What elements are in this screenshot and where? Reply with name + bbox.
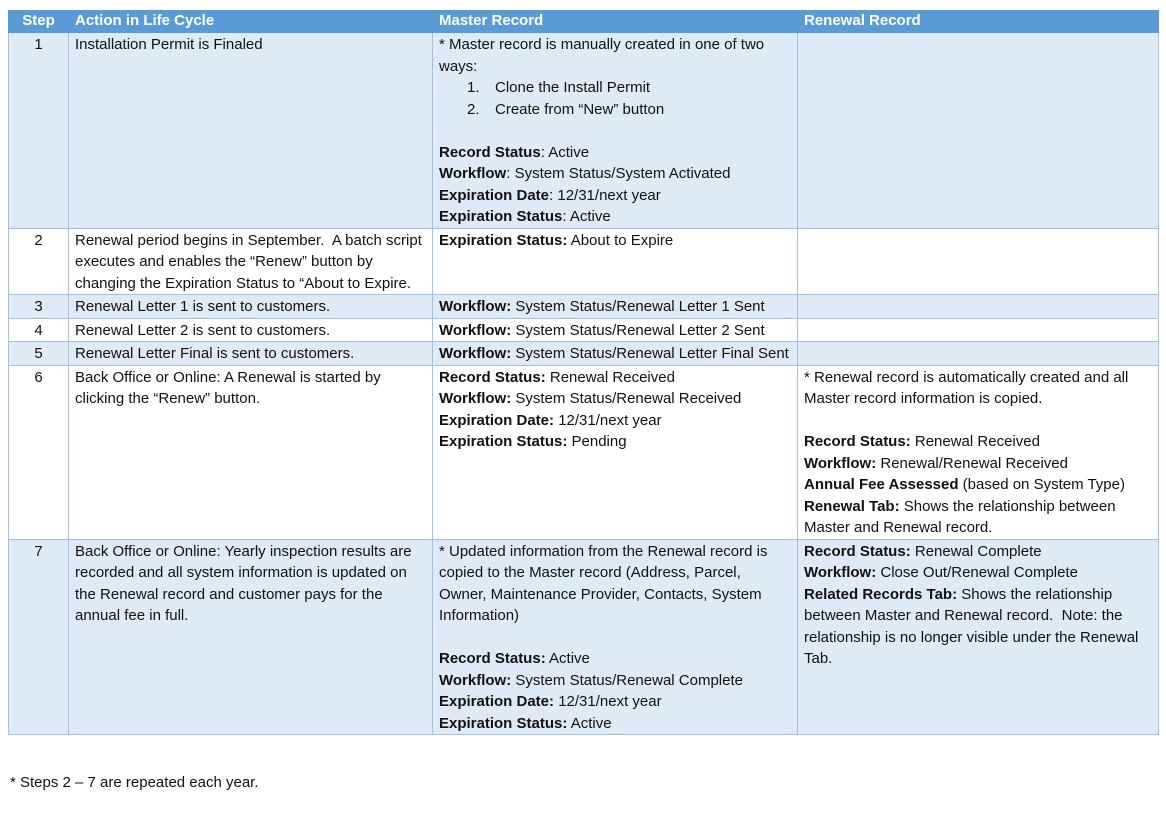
- field-label: Record Status:: [439, 368, 546, 386]
- step-cell: 4: [9, 318, 69, 342]
- text-run: Back Office or Online: Yearly inspection results are recorded and all system information is updated on the Renewal record and customer pays for the annual fee in full.: [75, 542, 416, 624]
- lifecycle-table: [8, 10, 1159, 735]
- text-run: : Active: [540, 143, 590, 161]
- text-run: Renewal Letter 1 is sent to customers.: [75, 298, 331, 315]
- master-cell: [433, 318, 798, 342]
- text-run: Renewal Received: [545, 368, 675, 386]
- action-cell: [69, 318, 433, 342]
- action-paragraph: [75, 34, 426, 56]
- master-paragraph: [439, 627, 791, 649]
- master-paragraph: [439, 230, 791, 252]
- text-run: 12/31/next year: [554, 411, 662, 429]
- renewal-paragraph: [804, 562, 1152, 584]
- master-paragraph: [439, 691, 791, 713]
- action-paragraph: [75, 296, 426, 318]
- master-paragraph: [439, 670, 791, 692]
- action-cell: [69, 228, 433, 295]
- text-run: Shows the relationship between Master and Renewal record.: [804, 497, 1120, 536]
- renewal-paragraph: [804, 496, 1152, 539]
- action-paragraph: [75, 541, 426, 627]
- master-paragraph: [439, 34, 791, 77]
- field-label: Related Records Tab:: [804, 585, 958, 603]
- field-label: Expiration Status:: [439, 231, 568, 249]
- renewal-cell: [798, 342, 1159, 366]
- renewal-cell: [798, 228, 1159, 295]
- renewal-paragraph: [804, 410, 1152, 432]
- text-run: System Status/Renewal Letter 1 Sent: [511, 298, 765, 315]
- action-paragraph: [75, 230, 426, 295]
- field-label: Workflow:: [439, 321, 512, 339]
- master-paragraph: [439, 431, 791, 453]
- column-header-renewal: Renewal Record: [798, 11, 1159, 33]
- footnote-text: * Steps 2 – 7 are repeated each year.: [10, 774, 259, 791]
- renewal-cell: [798, 539, 1159, 735]
- master-paragraph: [439, 367, 791, 389]
- action-paragraph: [75, 367, 426, 410]
- master-paragraph: [439, 296, 791, 318]
- renewal-cell: [798, 295, 1159, 319]
- master-cell: [433, 342, 798, 366]
- renewal-cell: [798, 318, 1159, 342]
- field-label: Workflow:: [439, 671, 512, 689]
- field-label: Renewal Tab:: [804, 497, 900, 515]
- field-label: Expiration Date:: [439, 411, 555, 429]
- action-paragraph: [75, 343, 426, 365]
- text-run: Clone the Install Permit: [495, 79, 651, 96]
- renewal-paragraph: [804, 367, 1152, 410]
- table-row-step-6: [9, 365, 1159, 539]
- renewal-paragraph: [804, 453, 1152, 475]
- text-run: Installation Permit is Finaled: [75, 36, 263, 53]
- field-label: Record Status:: [439, 650, 546, 667]
- master-paragraph: [439, 142, 791, 164]
- master-cell: [433, 539, 798, 735]
- text-run: Renewal Complete: [910, 542, 1042, 560]
- field-label: Workflow:: [439, 390, 512, 407]
- master-paragraph: [439, 163, 791, 185]
- text-run: Pending: [567, 433, 627, 450]
- renewal-paragraph: [804, 541, 1152, 563]
- action-cell: [69, 295, 433, 319]
- master-paragraph: [439, 343, 791, 365]
- step-cell: 7: [9, 539, 69, 735]
- text-run: System Status/Renewal Letter 2 Sent: [511, 321, 765, 339]
- table-row-step-4: [9, 318, 1159, 342]
- text-run: About to Expire: [567, 231, 674, 249]
- list-number: 1.: [467, 79, 480, 96]
- text-run: * Updated information from the Renewal record is copied to the Master record (Address, Parcel, Owner, Maintenance Provider, Contacts, System Information): [439, 542, 772, 624]
- text-run: Renewal/Renewal Received: [876, 454, 1068, 472]
- field-label: Expiration Status:: [439, 433, 568, 450]
- text-run: : Active: [562, 208, 611, 225]
- text-run: (based on System Type): [958, 476, 1125, 493]
- text-run: 12/31/next year: [554, 693, 662, 710]
- text-run: * Master record is manually created in one of two ways:: [439, 36, 769, 75]
- action-cell: [69, 342, 433, 366]
- field-label: Workflow: [439, 165, 507, 182]
- master-cell: [433, 228, 798, 295]
- field-label: Expiration Status:: [439, 714, 568, 732]
- master-cell: [433, 33, 798, 229]
- renewal-paragraph: [804, 431, 1152, 453]
- text-run: Renewal period begins in September. A batch script executes and enables the “Renew” button by changing the Expiration Status to “About to Expire.: [75, 231, 427, 292]
- master-cell: [433, 365, 798, 539]
- renewal-cell: [798, 365, 1159, 539]
- step-cell: 1: [9, 33, 69, 229]
- column-header-master: Master Record: [433, 11, 798, 33]
- master-paragraph: [439, 120, 791, 142]
- text-run: Renewal Letter 2 is sent to customers.: [75, 321, 331, 339]
- master-paragraph: [439, 320, 791, 342]
- table-row-step-1: [9, 33, 1159, 229]
- master-paragraph: [439, 185, 791, 207]
- field-label: Record Status: [439, 143, 541, 161]
- action-cell: [69, 365, 433, 539]
- field-label: Expiration Date:: [439, 693, 555, 710]
- text-run: System Status/Renewal Letter Final Sent: [511, 345, 789, 362]
- text-run: System Status/Renewal Received: [511, 390, 742, 407]
- step-cell: 2: [9, 228, 69, 295]
- master-paragraph: [439, 206, 791, 228]
- table-body: [9, 33, 1159, 735]
- text-run: Shows the relationship between Master and Renewal record. Note: the relationship is no longer visible under the Renewal Tab.: [804, 585, 1143, 667]
- table-header: [9, 11, 1159, 33]
- master-paragraph: [439, 388, 791, 410]
- field-label: Workflow:: [439, 298, 512, 315]
- header-row: [9, 11, 1159, 33]
- list-number: 2.: [467, 100, 480, 118]
- table-row-step-5: [9, 342, 1159, 366]
- renewal-cell: [798, 33, 1159, 229]
- field-label: Record Status:: [804, 542, 911, 560]
- master-paragraph: [439, 77, 791, 99]
- field-label: Annual Fee Assessed: [804, 476, 959, 493]
- master-cell: [433, 295, 798, 319]
- renewal-paragraph: [804, 474, 1152, 496]
- text-run: Create from “New” button: [495, 100, 665, 118]
- text-run: Active: [545, 650, 590, 667]
- master-paragraph: [439, 410, 791, 432]
- table-row-step-3: [9, 295, 1159, 319]
- master-paragraph: [439, 713, 791, 735]
- action-cell: [69, 33, 433, 229]
- field-label: Expiration Status: [439, 208, 563, 225]
- text-run: Back Office or Online: A Renewal is started by clicking the “Renew” button.: [75, 368, 385, 407]
- column-header-action: Action in Life Cycle: [69, 11, 433, 33]
- master-paragraph: [439, 99, 791, 121]
- column-header-step: Step: [9, 11, 69, 33]
- text-run: : System Status/System Activated: [506, 165, 731, 182]
- text-run: Renewal Letter Final is sent to customers.: [75, 345, 355, 362]
- step-cell: 3: [9, 295, 69, 319]
- field-label: Record Status:: [804, 433, 911, 450]
- field-label: Expiration Date: [439, 186, 550, 204]
- table-row-step-2: [9, 228, 1159, 295]
- action-cell: [69, 539, 433, 735]
- action-paragraph: [75, 320, 426, 342]
- text-run: Close Out/Renewal Complete: [876, 564, 1078, 581]
- text-run: System Status/Renewal Complete: [511, 671, 743, 689]
- step-cell: 6: [9, 365, 69, 539]
- field-label: Workflow:: [804, 454, 877, 472]
- text-run: : 12/31/next year: [549, 186, 661, 204]
- text-run: Active: [567, 714, 612, 732]
- master-paragraph: [439, 648, 791, 670]
- master-paragraph: [439, 541, 791, 627]
- renewal-paragraph: [804, 584, 1152, 670]
- step-cell: 5: [9, 342, 69, 366]
- field-label: Workflow:: [439, 345, 512, 362]
- field-label: Workflow:: [804, 564, 877, 581]
- table-row-step-7: [9, 539, 1159, 735]
- text-run: Renewal Received: [910, 433, 1040, 450]
- text-run: * Renewal record is automatically created and all Master record information is copied.: [804, 368, 1133, 407]
